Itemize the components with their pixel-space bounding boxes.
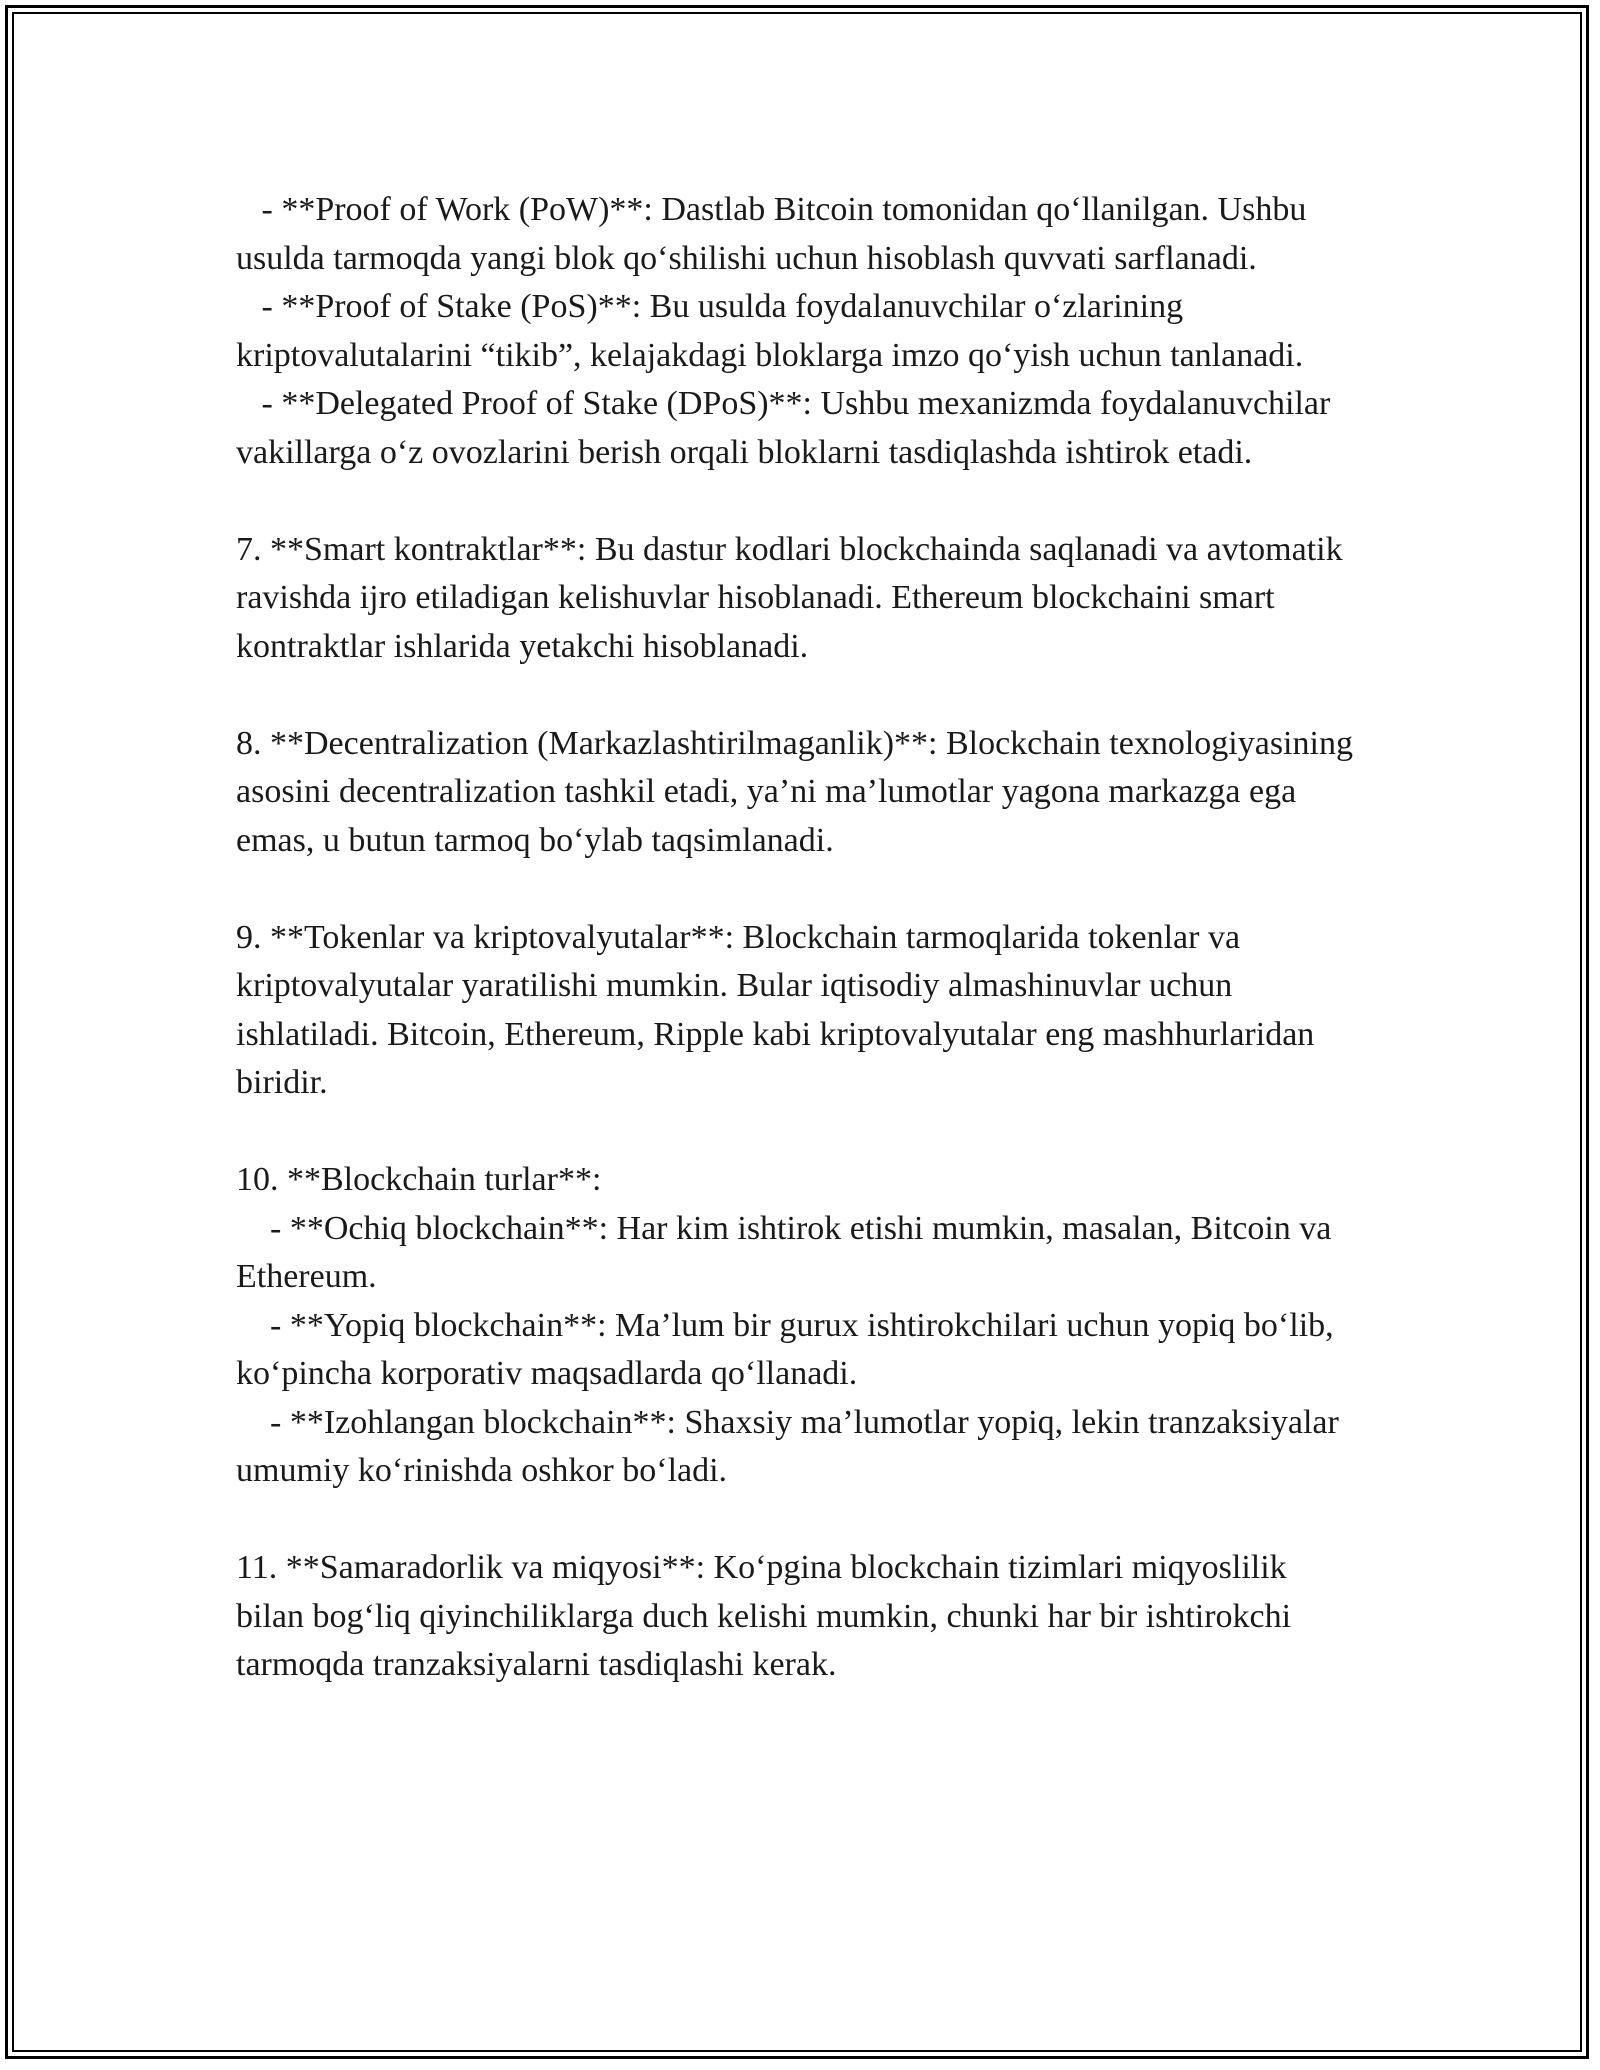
paragraph-dpos: - **Delegated Proof of Stake (DPoS)**: Ushbu mexanizmda foydalanuvchilar vakillarga o‘z ovozlarini berish orqali bloklarni tasdiqlashda ishtirok etadi. bbox=[236, 385, 1339, 471]
paragraph-open-blockchain: - **Ochiq blockchain**: Har kim ishtirok etishi mumkin, masalan, Bitcoin va Ethereum. bbox=[236, 1209, 1340, 1295]
paragraph-pow: - **Proof of Work (PoW)**: Dastlab Bitcoin tomonidan qo‘llanilgan. Ushbu usulda tarmoqda yangi blok qo‘shilishi uchun hisoblash quvvati sarflanadi. bbox=[236, 191, 1315, 277]
paragraph-closed-blockchain: - **Yopiq blockchain**: Ma’lum bir gurux ishtirokchilari uchun yopiq bo‘lib, ko‘pincha korporativ maqsadlarda qo‘llanadi. bbox=[236, 1306, 1343, 1392]
paragraph-spacer bbox=[236, 477, 1356, 526]
paragraph-pos: - **Proof of Stake (PoS)**: Bu usulda foydalanuvchilar o‘zlarining kriptovalutalarini “tikib”, kelajakdagi bloklarga imzo qo‘yish uchun tanlanadi. bbox=[236, 288, 1304, 374]
paragraph-decentralization: 8. **Decentralization (Markazlashtirilmaganlik)**: Blockchain texnologiyasining asosini decentralization tashkil etadi, ya’ni ma’lumotlar yagona markazga ega emas, u butun tarmoq bo‘ylab taqsimlanadi. bbox=[236, 724, 1362, 859]
paragraph-blockchain-types: 10. **Blockchain turlar**: bbox=[236, 1161, 602, 1198]
paragraph-tokens: 9. **Tokenlar va kriptovalyutalar**: Blockchain tarmoqlarida tokenlar va kriptovalyutalar yaratilishi mumkin. Bular iqtisodiy almashinuvlar uchun ishlatiladi. Bitcoin, Ethereum, Ripple kabi kriptovalyutalar eng mashhurlaridan biridir. bbox=[236, 918, 1323, 1101]
paragraph-spacer bbox=[236, 1496, 1356, 1545]
paragraph-spacer bbox=[236, 865, 1356, 914]
paragraph-spacer bbox=[236, 671, 1356, 720]
document-body bbox=[236, 186, 1362, 1690]
paragraph-explained-blockchain: - **Izohlangan blockchain**: Shaxsiy ma’lumotlar yopiq, lekin tranzaksiyalar umumiy ko‘rinishda oshkor bo‘ladi. bbox=[236, 1403, 1348, 1489]
paragraph-smart-contracts: 7. **Smart kontraktlar**: Bu dastur kodlari blockchainda saqlanadi va avtomatik ravishda ijro etiladigan kelishuvlar hisoblanadi. Ethereum blockchaini smart kontraktlar ishlarida yetakchi hisoblanadi. bbox=[236, 530, 1352, 665]
paragraph-spacer bbox=[236, 1108, 1356, 1157]
paragraph-scalability: 11. **Samaradorlik va miqyosi**: Ko‘pgina blockchain tizimlari miqyoslilik bilan bog‘liq qiyinchiliklarga duch kelishi mumkin, chunki har bir ishtirokchi tarmoqda tranzaksiyalarni tasdiqlashi kerak. bbox=[236, 1549, 1300, 1683]
